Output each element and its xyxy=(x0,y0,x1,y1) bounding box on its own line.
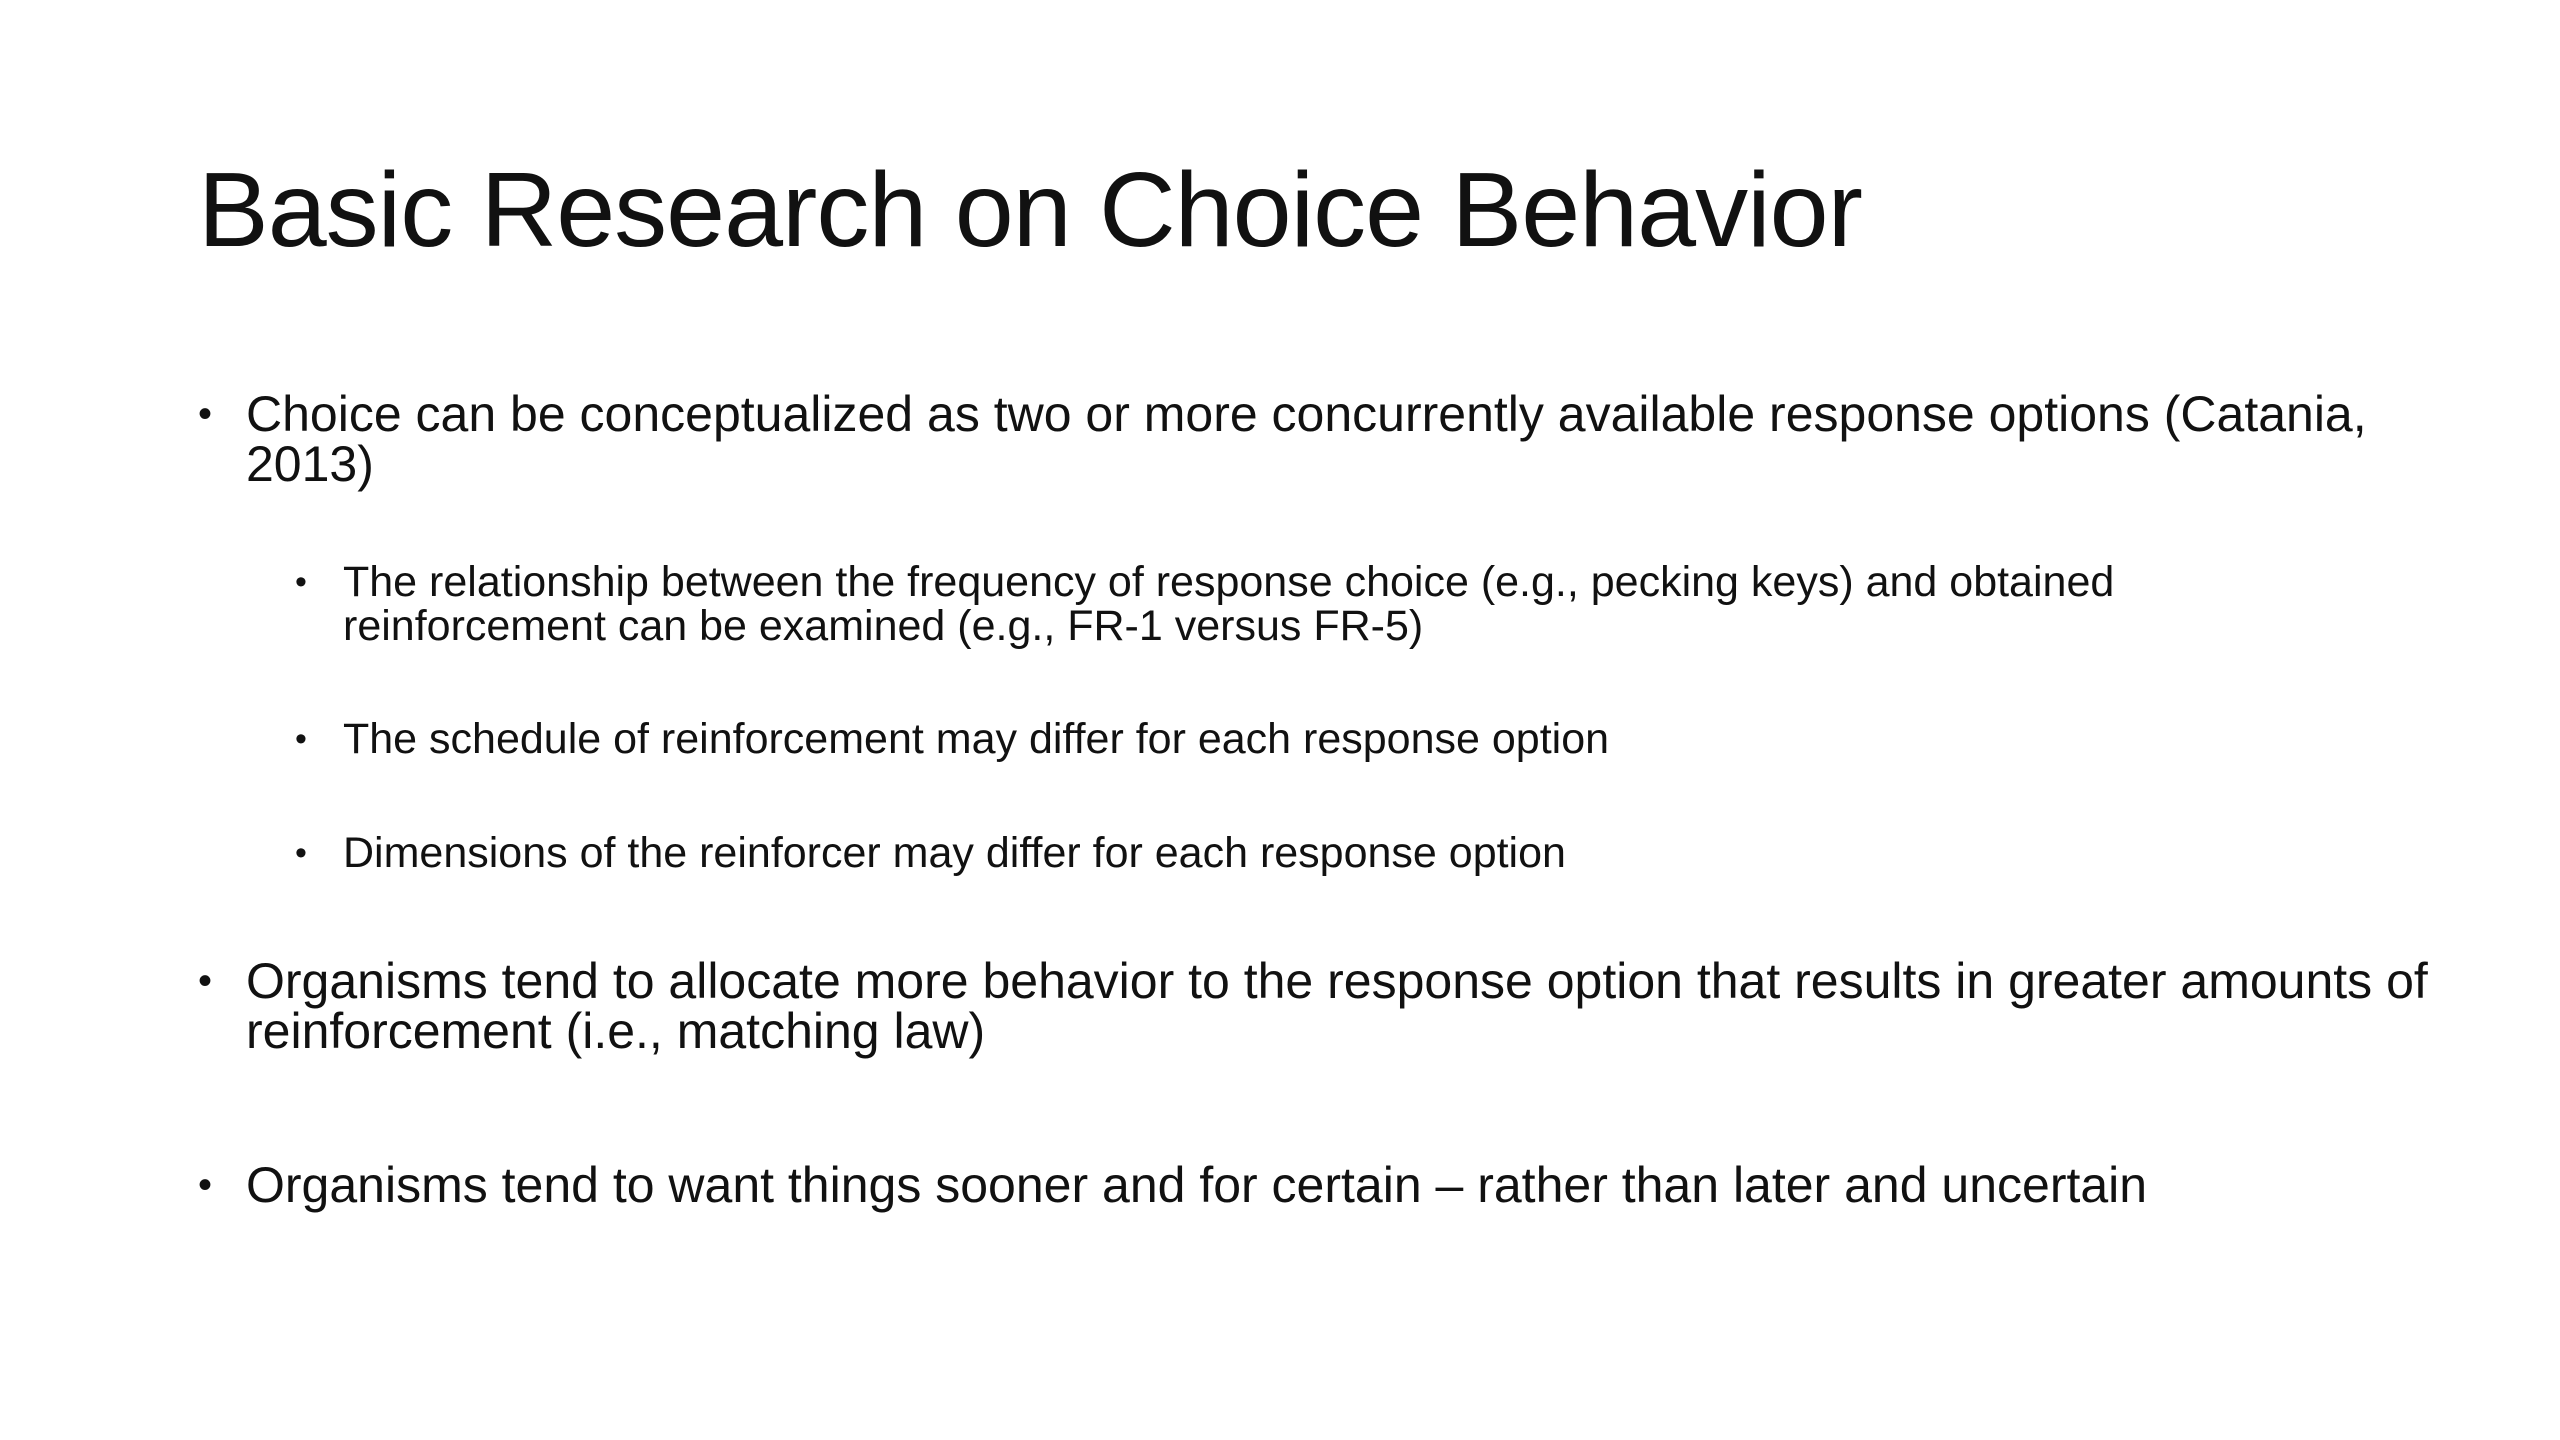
bullet-item xyxy=(198,953,2428,1059)
sub-bullet-text: The schedule of reinforcement may differ for each response option xyxy=(343,715,1610,763)
sub-bullet-icon: • xyxy=(295,563,307,601)
sub-bullet-icon: • xyxy=(295,834,307,872)
bullet-text: Organisms tend to want things sooner and for certain – rather than later and uncertain xyxy=(246,1157,2148,1213)
sub-bullet-text: Dimensions of the reinforcer may differ for each response option xyxy=(343,829,1566,877)
bullet-icon: • xyxy=(198,959,213,1003)
bullet-icon: • xyxy=(198,1163,213,1207)
sub-bullet-item xyxy=(295,560,2335,648)
bullet-item xyxy=(198,1157,2428,1213)
bullet-item xyxy=(198,386,2428,492)
bullet-text: Organisms tend to allocate more behavior to the response option that results in greater amounts of reinforcement (i.e., matching law) xyxy=(246,953,2428,1059)
sub-bullet-text: The relationship between the frequency of response choice (e.g., pecking keys) and obtained reinforcement can be examined (e.g., FR-1 versus FR-5) xyxy=(343,558,2115,650)
sub-bullet-icon: • xyxy=(295,720,307,758)
slide-title: Basic Research on Choice Behavior xyxy=(198,151,1862,269)
sub-bullet-item xyxy=(295,717,2335,761)
sub-bullet-item xyxy=(295,831,2335,875)
bullet-text: Choice can be conceptualized as two or more concurrently available response options (Catania, 2013) xyxy=(246,386,2367,492)
bullet-icon: • xyxy=(198,392,213,436)
